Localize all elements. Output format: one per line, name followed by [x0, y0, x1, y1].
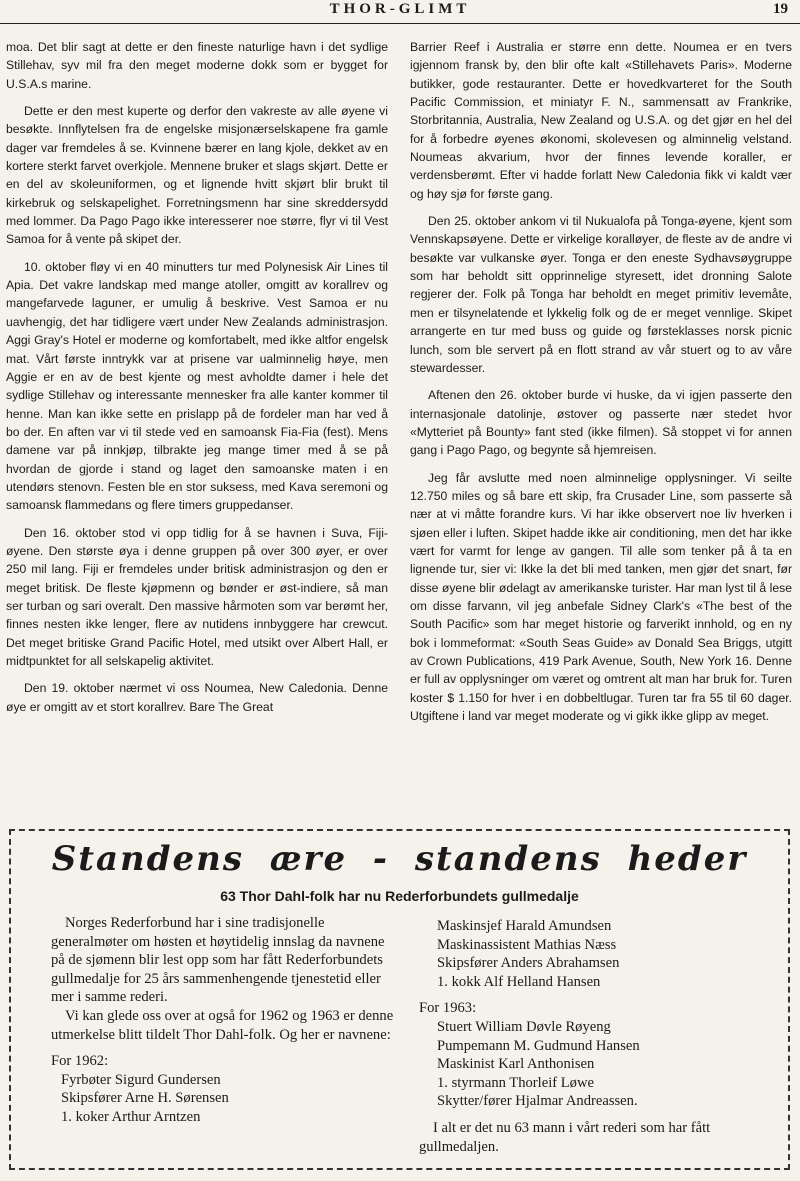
names-1962-continued-list — [419, 917, 784, 991]
article-paragraph: Jeg får avslutte med noen alminnelige opplysninger. Vi seilte 12.750 miles og så bare ett skip, fra Crusader Line, som passerte så nær at vi måtte forandre kurs. Vi har ikke observert noe liv hverken i sjøen eller i luften. Skipet hadde ikke air conditioning, men det har ikke vært for varmt for lenge av gangen. Til alle som tenker på å ta en lignende tur, sier vi: Ikke la det bli med tanken, men gjør det snart, før disse øyene blir ødelagt av amerikanske turister. Har man lyst til å lese om disse farvann, vil jeg anbefale Sidney Clark's «The best of the South Pacific» som har meget historie og farverikt innhold, og en ny bok i lommeformat: «South Seas Guide» av Donald Sea Briggs, utgitt av Crown Publications, 419 Park Avenue, South, New York 16. Denne er full av opplysninger om været og omtrent alt man har bruk for. Turen koster $ 1.150 for hver i en dobbeltlugar. Turen tar fra 55 til 60 dager. Utgiftene i land var meget moderate og vi gikk ikke glipp av meget. — [410, 470, 792, 724]
award-box — [9, 829, 790, 1170]
article-paragraph: Den 16. oktober stod vi opp tidlig for å se havnen i Suva, Fiji-øyene. Den største øya i denne gruppen på over 300 øyer, er over 250 mil lang. Fiji er fremdeles under britisk administrasjon og den er meget britisk. De fleste kjøpmenn og bønder er øst-indiere, så man ser turban og sari overalt. Den massive hårmoten som var berømt her, finnes nesten ikke lenger, flere av nutidens innbyggere har crewcut. Det meget britiske Grand Pacific Hotel, med utsikt over Albert Hall, er midtpunktet for all selskapelig aktivitet. — [6, 525, 388, 668]
medal-recipient: 1. styrmann Thorleif Løwe — [437, 1074, 594, 1091]
page-number: 19 — [773, 1, 788, 17]
medal-recipient: Skipsfører Arne H. Sørensen — [61, 1090, 229, 1107]
running-title: THOR-GLIMT — [329, 1, 471, 17]
article-paragraph: Aftenen den 26. oktober burde vi huske, da vi igjen passerte den internasjonale datolinje, østover og passerte nær stedet hvor «Mytteriet på Bounty» fant sted (ikke filmen). Så stoppet vi for annen gang i Pago Pago, og begynte så hjemreisen. — [410, 388, 792, 458]
medal-recipient: Maskinist Karl Anthonisen — [437, 1056, 595, 1073]
right-column — [410, 38, 792, 734]
award-right-column — [419, 917, 784, 1156]
running-header — [0, 0, 800, 24]
award-left-column — [51, 914, 396, 1127]
award-intro-paragraph: Vi kan glede oss over at også for 1962 og 1963 er denne utmerkelse blitt tildelt Thor Dahl-folk. Og her er navnene: — [51, 1007, 394, 1043]
medal-recipient: Skipsfører Anders Abrahamsen — [437, 955, 620, 972]
article-paragraph: Barrier Reef i Australia er større enn dette. Noumea er en tvers igjennom fransk by, den blir ofte kalt «Stillehavets Paris». Moderne butikker, gode restauranter. Dette er hovedkvarteret for the South Pacific Commission, et miniatyr F. N., sammensatt av Frankrike, Storbritannia, Australia, New Zealand og U.S.A. og det gjør en hel del for å forbedre øyenes økonomi, skolevesen og alminnelig velstand. Noumeas akvarium, hvor der finnes levende koraller, er verdensberømt. Efter vi hadde forlatt New Caledonia fikk vi kaldt vær og høy sjø for første gang. — [410, 40, 792, 201]
medal-recipient: Maskinsjef Harald Amundsen — [437, 918, 612, 934]
award-closing: I alt er det nu 63 mann i vårt rederi som har fått gullmedaljen. — [419, 1119, 711, 1155]
medal-recipient: Pumpemann M. Gudmund Hansen — [437, 1037, 640, 1054]
medal-recipient: Skytter/fører Hjalmar Andreassen. — [437, 1093, 638, 1110]
award-title: Standens ære - standens heder — [51, 839, 748, 879]
names-1962-list — [51, 1071, 396, 1127]
article-columns — [6, 38, 792, 734]
article-paragraph: Den 19. oktober nærmet vi oss Noumea, New Caledonia. Denne øye er omgitt av et stort korallrev. Bare The Great — [6, 681, 388, 714]
medal-recipient: Fyrbøter Sigurd Gundersen — [61, 1071, 221, 1088]
medal-recipient: Maskinassistent Mathias Næss — [437, 936, 617, 953]
medal-recipient: 1. koker Arthur Arntzen — [61, 1108, 201, 1125]
article-paragraph: Den 25. oktober ankom vi til Nukualofa på Tonga-øyene, kjent som Vennskapsøyene. Dette er virkelige koralløyer, de fleste av de andre vi besøkte var vulkanske øyer. Tonga er den eneste Sydhavsøygruppe som har beholdt sitt opprinnelige styresett, idet dronning Salote regjerer der. Folk på Tonga har beholdt en meget primitiv levemåte, men er tilsynelatende et lykkelig folk og de er meget vennlige. Skipet arrangerte en tur med buss og guide og førsteklasses norsk picnic lunch, som ble servert på en flott strand av vår stuert og to av våre stewardesser. — [410, 214, 792, 375]
article-paragraph: moa. Det blir sagt at dette er den fineste naturlige havn i det sydlige Stillehav, syv mil fra den meget moderne dokk som er bygget for U.S.A.s marine. — [6, 40, 388, 91]
medal-recipient: Stuert William Døvle Røyeng — [437, 1018, 611, 1035]
names-1963-list — [419, 1018, 784, 1111]
label-1963: For 1963: — [419, 1000, 477, 1017]
article-paragraph: Dette er den mest kuperte og derfor den vakreste av alle øyene vi besøkte. Innflytelsen fra de engelske misjonærselskapene fra gamle dager var fremdeles å se. Kvinnene bærer en lang kjole, dekket av en kortere sterkt farvet overkjole. Mennene bruker et slags skjørt. Dette er en del av skoleuniformen, og et lignende hvitt skjørt blir brukt til kirkebruk og selskapelighet. Forretningsmenn har sine skreddersydd med lommer. Da Pago Pago ikke interesserer noe større, flyr vi til Vest Samoa for å vente på skipet der. — [6, 104, 388, 247]
label-1962: For 1962: — [51, 1053, 109, 1070]
article-paragraph: 10. oktober fløy vi en 40 minutters tur med Polynesisk Air Lines til Apia. Det vakre landskap med mange atoller, omgitt av korallrev og mangefarvede laguner, er umulig å beskrive. Vest Samoa er nu uavhengig, det har tidligere vært under New Zealands administrasjon. Aggi Gray's Hotel er moderne og komfortabelt, med ikke altfor engelsk mat. Vårt første inntrykk var at prisene var ualminnelig høye, men Aggie er en av de best kjente og mest avholdte damer i hele det sydlige Stillehav og interessante mennesker fra alle kanter kommer til henne. Man kan ikke sette en prislapp på de fordeler man har ved å bo der. En aften var vi til stede ved en samoansk Fia-Fia (fest). Mens damene var på innkjøp, tilbrakte jeg mange timer med å se på hvordan de gjorde i stand og laget den samoanske maten i en utendørs stenovn. Festen ble en stor suksess, med Kava seremoni og samoansk flammedans og flere timers gruppedanser. — [6, 259, 388, 513]
award-intro-paragraph: Norges Rederforbund har i sine tradisjonelle generalmøter om høsten et høytidelig innslag da navnene på de sjømenn blir lest opp som har fått Rederforbundets gullmedalje for 25 års sammenhengende tjenestetid eller mer i samme rederi. — [51, 915, 385, 1006]
left-column — [6, 38, 388, 734]
medal-recipient: 1. kokk Alf Helland Hansen — [437, 973, 601, 990]
award-subtitle: 63 Thor Dahl-folk har nu Rederforbundets gullmedalje — [220, 888, 579, 904]
